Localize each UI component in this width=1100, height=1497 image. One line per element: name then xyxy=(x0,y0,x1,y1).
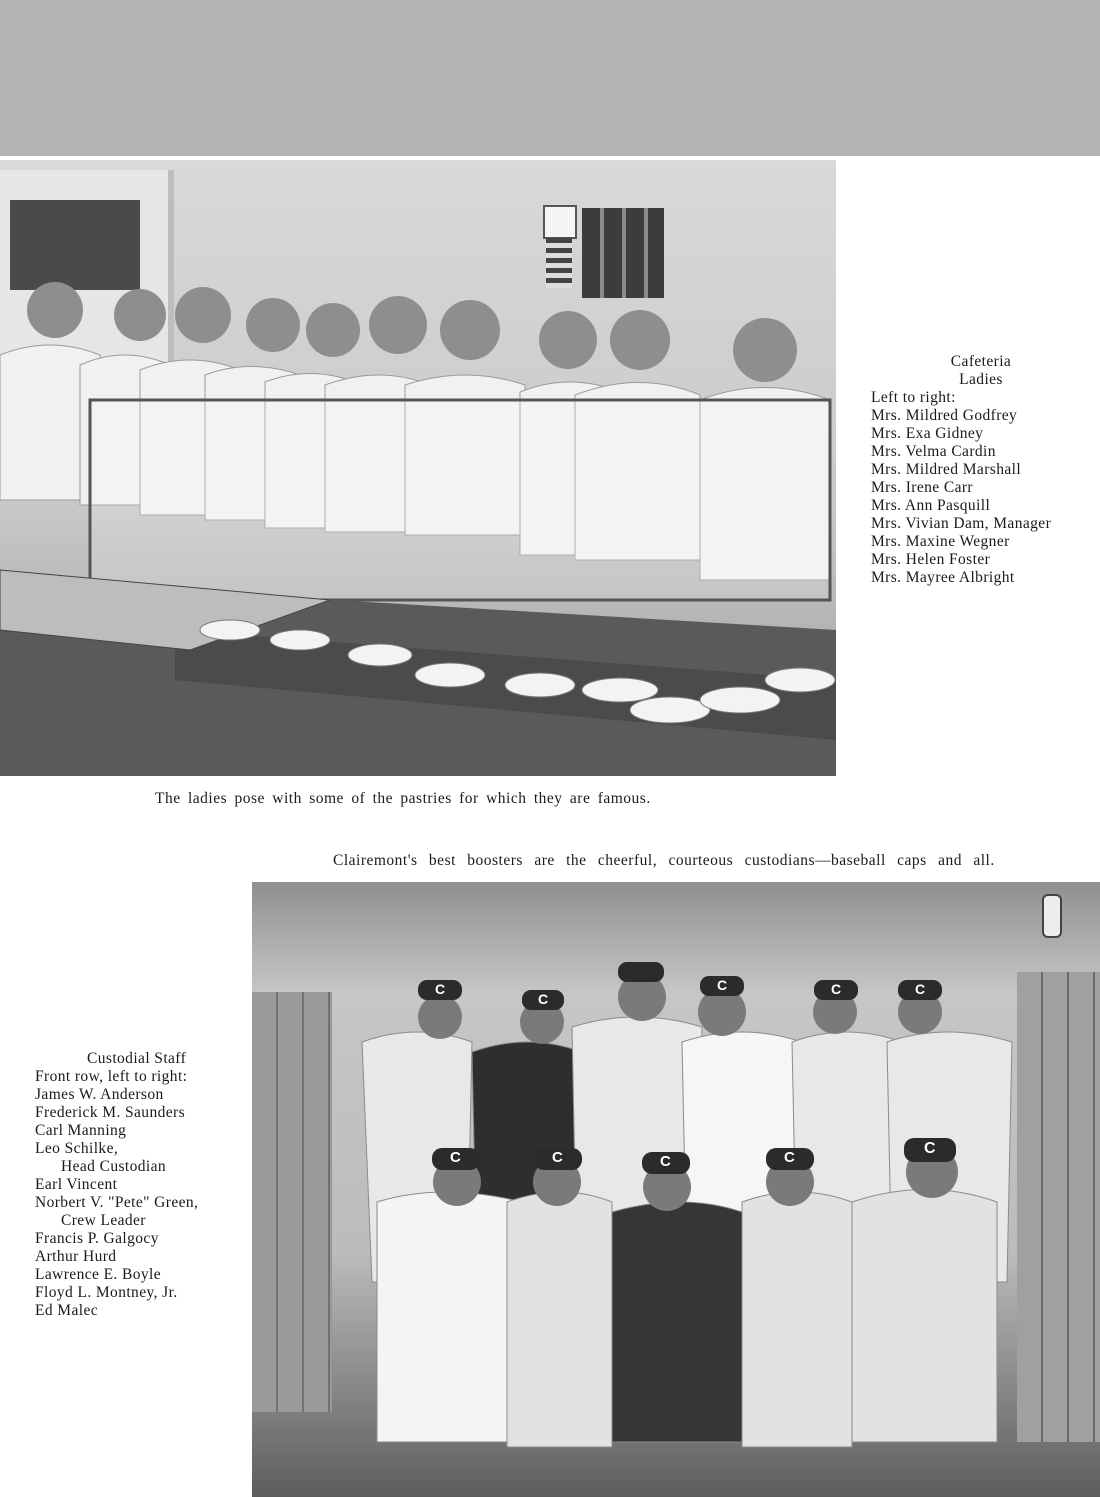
cafeteria-name: Mrs. Mildred Godfrey xyxy=(871,407,1018,424)
pastry-plate xyxy=(700,687,780,713)
custodial-name: Norbert V. "Pete" Green, xyxy=(35,1194,199,1211)
cafeteria-subheading: Left to right: xyxy=(871,389,956,406)
pastry-plate xyxy=(630,697,710,723)
lady-1-head xyxy=(27,282,83,338)
lady-2-head xyxy=(114,289,166,341)
front-row-man-3 xyxy=(612,1202,742,1442)
custodial-name: Floyd L. Montney, Jr. xyxy=(35,1284,178,1301)
cafeteria-name: Mrs. Irene Carr xyxy=(871,479,973,496)
cafeteria-photo xyxy=(0,160,836,776)
custodial-title: Crew Leader xyxy=(61,1212,146,1229)
custodial-name: James W. Anderson xyxy=(35,1086,164,1103)
lady-8-head xyxy=(539,311,597,369)
cap xyxy=(618,962,664,982)
cafeteria-caption: The ladies pose with some of the pastries for which they are famous. xyxy=(155,790,651,807)
pastry-plate xyxy=(582,678,658,702)
cafeteria-heading-line2: Ladies xyxy=(959,371,1003,388)
cafeteria-names-block xyxy=(871,353,1091,587)
custodial-name: Leo Schilke, xyxy=(35,1140,119,1157)
front-row-man-2 xyxy=(507,1192,612,1447)
custodial-heading: Custodial Staff xyxy=(87,1050,187,1067)
pastry-plate xyxy=(270,630,330,650)
custodial-photo xyxy=(252,882,1100,1497)
custodial-subheading: Front row, left to right: xyxy=(35,1068,188,1085)
cafeteria-name: Mrs. Velma Cardin xyxy=(871,443,996,460)
custodial-title: Head Custodian xyxy=(61,1158,167,1175)
cap-letter: C xyxy=(784,1149,795,1166)
lady-4-head xyxy=(246,298,300,352)
custodial-name: Ed Malec xyxy=(35,1302,99,1319)
cap-letter: C xyxy=(435,981,446,997)
pastry-plate xyxy=(415,663,485,687)
front-row-man-5 xyxy=(852,1190,997,1443)
lady-10-head xyxy=(733,318,797,382)
pastry-plate xyxy=(505,673,575,697)
sneeze-guard xyxy=(90,400,830,600)
cafeteria-heading-line1: Cafeteria xyxy=(950,353,1012,370)
pastry-plate xyxy=(765,668,835,692)
custodial-name: Carl Manning xyxy=(35,1122,127,1139)
custodial-name: Frederick M. Saunders xyxy=(35,1104,186,1121)
custodial-staff-figures xyxy=(252,882,1100,1497)
cap-letter: C xyxy=(915,981,926,997)
lady-7-head xyxy=(440,300,500,360)
cap-letter: C xyxy=(450,1149,461,1166)
custodial-name: Francis P. Galgocy xyxy=(35,1230,159,1247)
custodial-name: Lawrence E. Boyle xyxy=(35,1266,162,1283)
pastry-plate xyxy=(200,620,260,640)
lady-3-head xyxy=(175,287,231,343)
back-row-head xyxy=(418,995,462,1039)
custodial-name: Arthur Hurd xyxy=(35,1248,117,1265)
cafeteria-name: Mrs. Vivian Dam, Manager xyxy=(871,515,1052,532)
custodial-names-block xyxy=(35,1050,245,1320)
cap-letter: C xyxy=(538,991,549,1007)
lady-6-head xyxy=(369,296,427,354)
cap-letter: C xyxy=(660,1153,671,1170)
front-row-man-4 xyxy=(742,1192,852,1447)
cap-letter: C xyxy=(831,981,842,997)
cafeteria-name: Mrs. Mildred Marshall xyxy=(871,461,1022,478)
cap-letter: C xyxy=(552,1149,563,1166)
cafeteria-name: Mrs. Helen Foster xyxy=(871,551,991,568)
cafeteria-name: Mrs. Exa Gidney xyxy=(871,425,984,442)
lady-5-head xyxy=(306,303,360,357)
front-row-man-1 xyxy=(377,1192,522,1442)
cafeteria-name: Mrs. Mayree Albright xyxy=(871,569,1015,586)
pastry-plate xyxy=(348,644,412,666)
cafeteria-name: Mrs. Ann Pasquill xyxy=(871,497,991,514)
cafeteria-name: Mrs. Maxine Wegner xyxy=(871,533,1010,550)
cafeteria-ladies-figures xyxy=(0,160,836,776)
custodial-name: Earl Vincent xyxy=(35,1176,118,1193)
custodial-caption: Clairemont's best boosters are the cheerful, courteous custodians—baseball caps and all. xyxy=(333,852,995,869)
top-gray-band xyxy=(0,0,1100,156)
lady-9-head xyxy=(610,310,670,370)
cap-letter: C xyxy=(717,977,728,993)
cap-letter: C xyxy=(924,1140,936,1157)
